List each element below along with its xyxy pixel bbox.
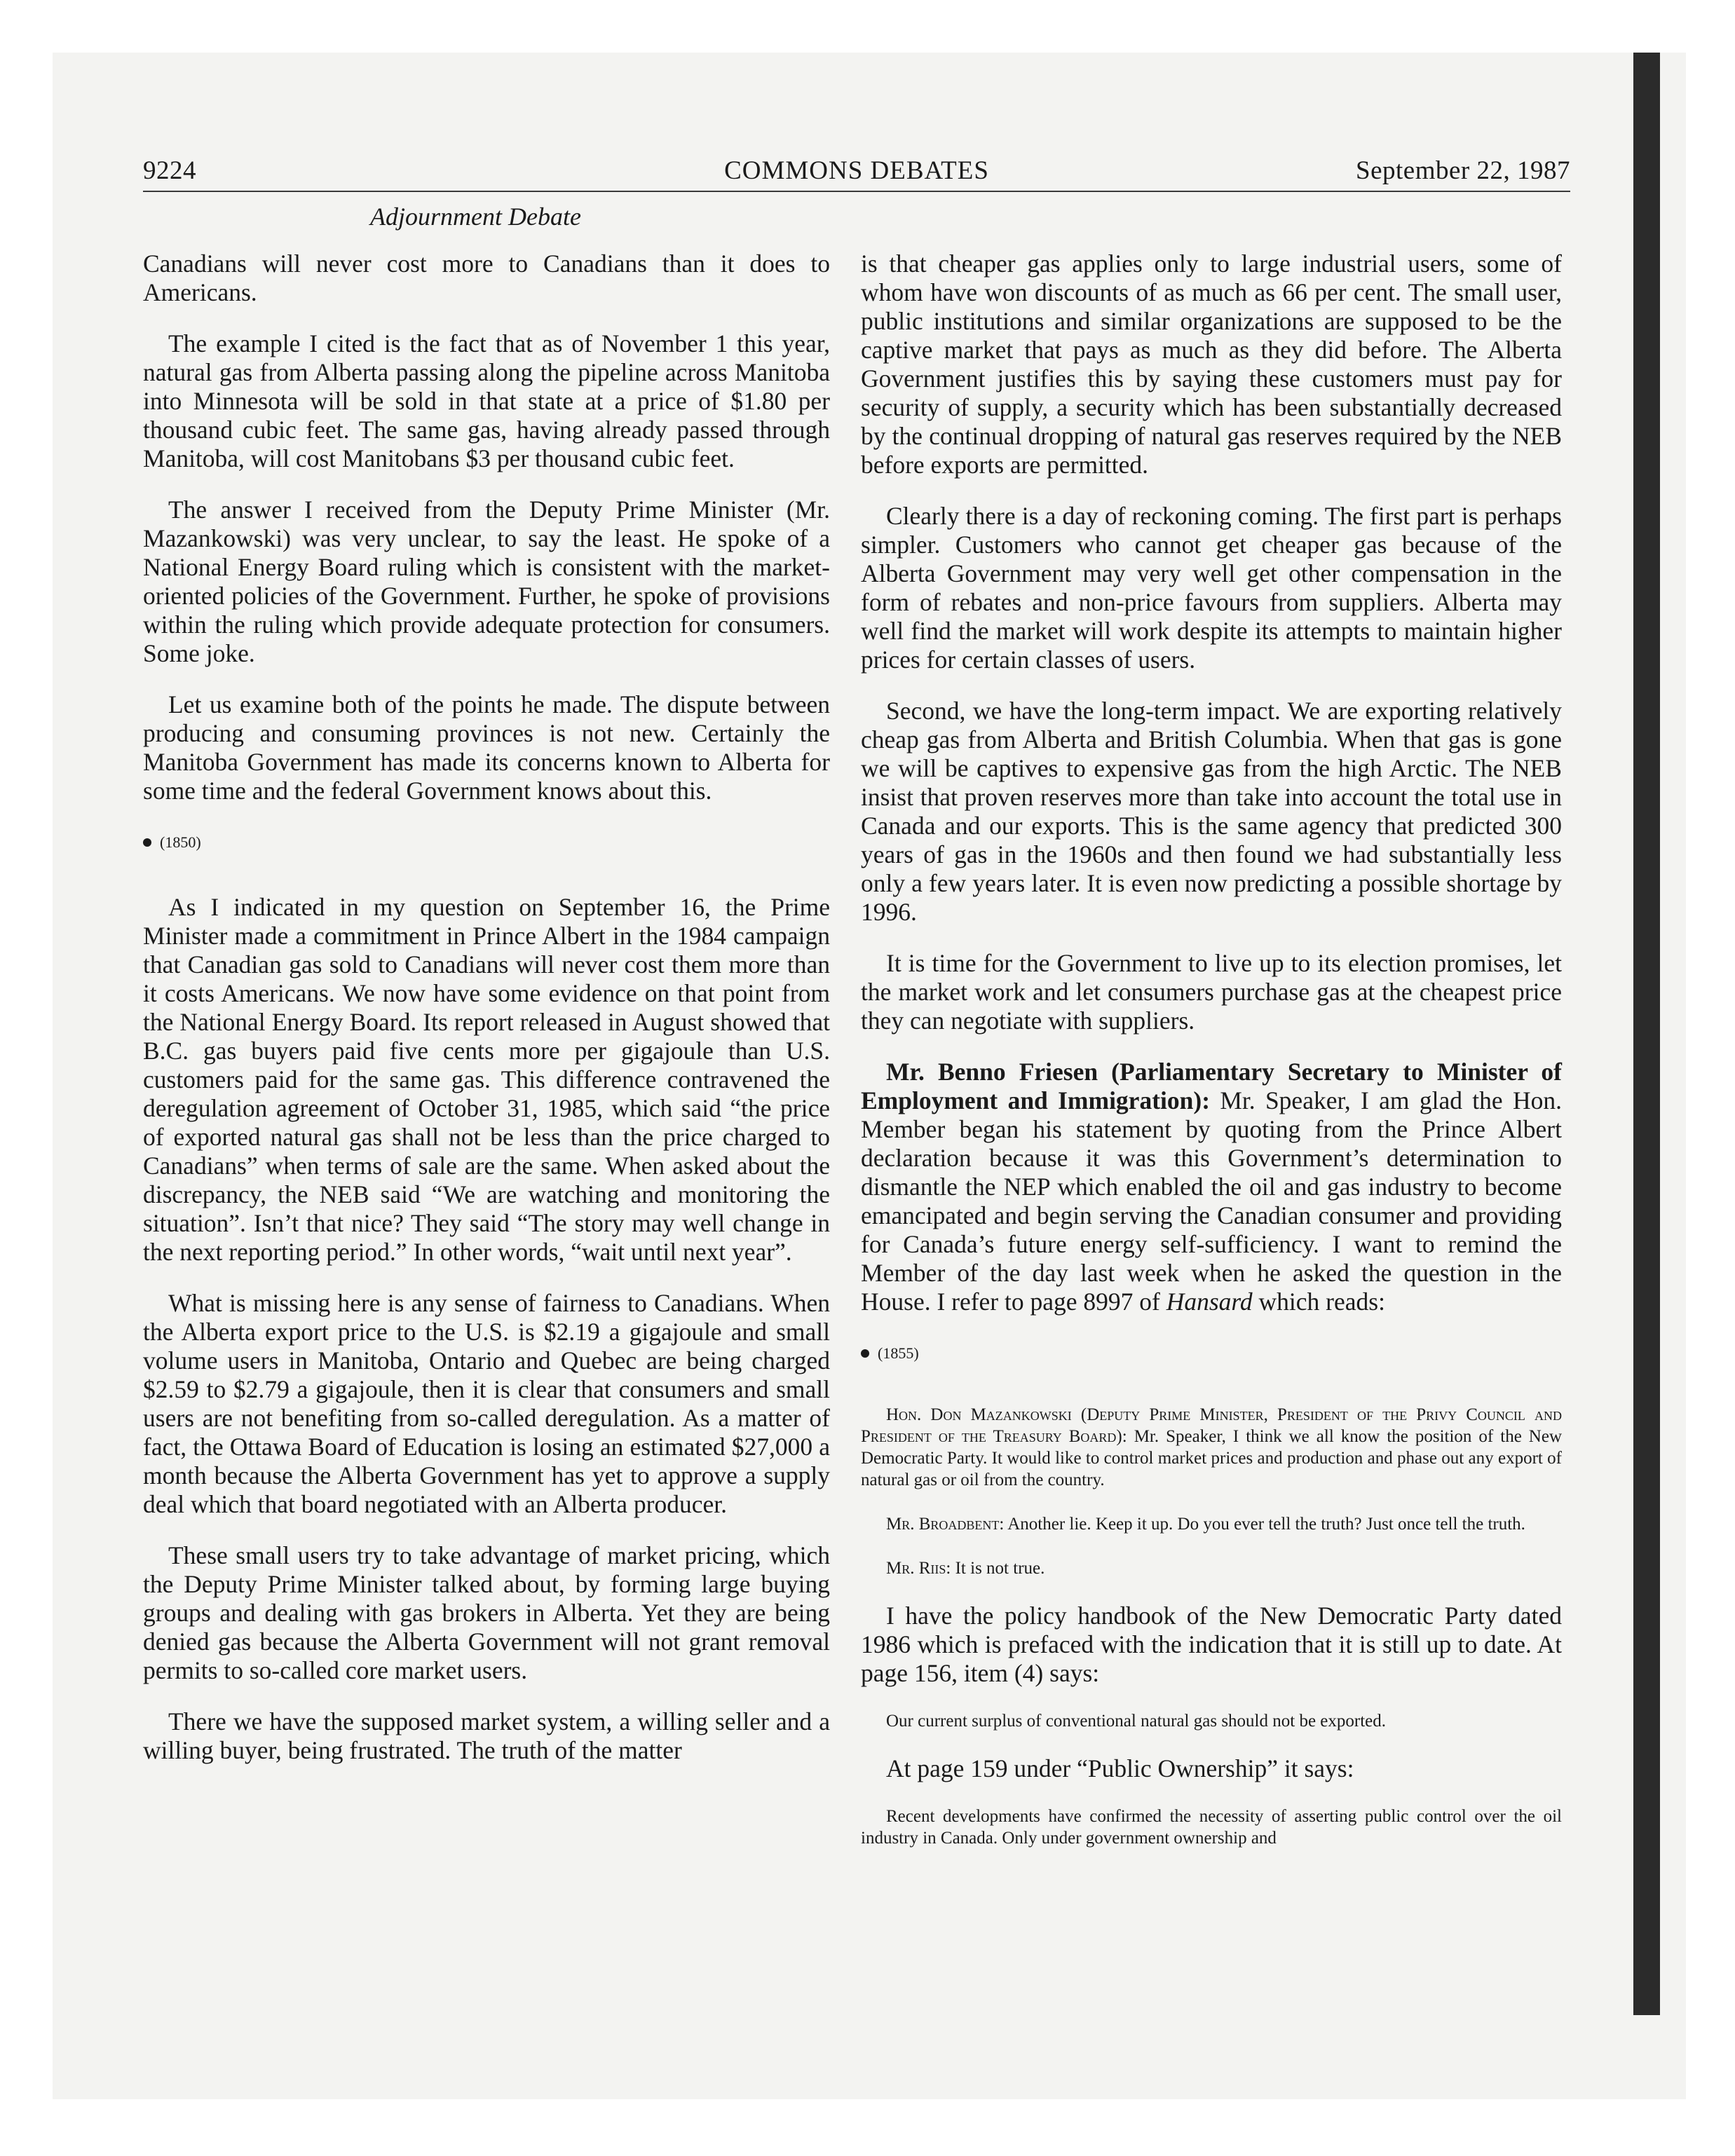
quoted-speech	[861, 1513, 1562, 1535]
paragraph: These small users try to take advantage of market pricing, which the Deputy Prime Minister talked about, by forming large buying groups and dealing with gas brokers in Alberta. Yet they are being denied gas because the Alberta Government will not grant removal permits to so-called core market users.	[143, 1541, 830, 1684]
bullet-icon	[861, 1349, 869, 1358]
page-edge-shadow	[1633, 53, 1660, 2015]
right-column	[861, 250, 1562, 1871]
paragraph: The example I cited is the fact that as of November 1 this year, natural gas from Alberta passing along the pipeline across Manitoba into Minnesota will be sold in that state at a price of $1.80 per thousand cubic feet. The same gas, having already passed through Manitoba, will cost Manitobans $3 per thousand cubic feet.	[143, 329, 830, 472]
speech-text: Mr. Speaker, I am glad the Hon. Member began his statement by quoting from the Prince Albert declaration because it was this Government’s determination to dismantle the NEP which enabled the oil and gas industry to become emancipated and begin serving the Canadian consumer and providing for Canada’s future energy self-sufficiency. I want to remind the Member of the day last week when he asked the question in the House. I refer to page 8997 of	[861, 1086, 1562, 1316]
quoted-text-block: Recent developments have confirmed the necessity of asserting public control over the oil industry in Canada. Only under government ownership and	[861, 1807, 1562, 1848]
time-marker-label: (1850)	[160, 833, 201, 851]
quoted-speech	[861, 1404, 1562, 1491]
page-number: 9224	[143, 156, 196, 185]
paragraph: Canadians will never cost more to Canadians than it does to Americans.	[143, 250, 830, 306]
time-marker-label: (1855)	[878, 1344, 919, 1362]
quoted-text-block: Our current surplus of conventional natural gas should not be exported.	[886, 1712, 1387, 1731]
quoted-speech	[861, 1557, 1562, 1579]
paragraph: It is time for the Government to live up to its election promises, let the market work and let consumers purchase gas at the cheapest price they can negotiate with suppliers.	[861, 949, 1562, 1035]
speech-text-end: which reads:	[1252, 1288, 1385, 1316]
header-rule	[143, 191, 1570, 192]
paragraph: What is missing here is any sense of fairness to Canadians. When the Alberta export price to the U.S. is $2.19 a gigajoule and small volume users in Manitoba, Ontario and Quebec are being charged $2.59 to $2.79 a gigajoule, then it is clear that consumers and small users are not benefiting from so-called deregulation. As a matter of fact, the Ottawa Board of Education is losing an estimated $27,000 a month because the Alberta Government has yet to approve a supply deal which that board negotiated with an Alberta producer.	[143, 1289, 830, 1518]
paragraph: There we have the supposed market system, a willing seller and a willing buyer, being frustrated. The truth of the matter	[143, 1707, 830, 1764]
time-marker	[861, 1339, 1562, 1367]
publication-date: September 22, 1987	[1356, 156, 1570, 185]
publication-reference: Hansard	[1166, 1288, 1253, 1316]
paragraph: At page 159 under “Public Ownership” it says:	[886, 1754, 1354, 1782]
bullet-icon	[143, 838, 151, 847]
page-header	[143, 156, 1570, 191]
quoted-text: It is not true.	[951, 1559, 1045, 1578]
paragraph: I have the policy handbook of the New Democratic Party dated 1986 which is prefaced with the indication that it is still up to date. At page 156, item (4) says:	[861, 1602, 1562, 1687]
paragraph: Second, we have the long-term impact. We are exporting relatively cheap gas from Alberta and British Columbia. When that gas is gone we will be captives to expensive gas from the high Arctic. The NEB insist that proven reserves more than take into account the total use in Canada and our exports. This is the same agency that predicted 300 years of gas in the 1960s and then found we had substantially less only a few years later. It is even now predicting a possible shortage by 1996.	[861, 697, 1562, 926]
quoted-text: Mr. Speaker, I think we all know the position of the New Democratic Party. It would like to control market prices and production and phase out any export of natural gas or oil from the country.	[861, 1427, 1563, 1489]
paragraph: Clearly there is a day of reckoning coming. The first part is perhaps simpler. Customers who cannot get cheaper gas because of the Alberta Government may very well get other compensation in the form of rebates and non-price favours from suppliers. Alberta may well find the market will work despite its attempts to maintain higher prices for certain classes of users.	[861, 502, 1562, 674]
paragraph: is that cheaper gas applies only to large industrial users, some of whom have won discounts of as much as 66 per cent. The small user, public institutions and similar organizations are supposed to be the captive market that pays as much as they did before. The Alberta Government justifies this by saying these customers must pay for security of supply, a security which has been substantially decreased by the continual dropping of natural gas reserves required by the NEB before exports are permitted.	[861, 250, 1562, 479]
speech-paragraph	[861, 1058, 1562, 1316]
time-marker	[143, 828, 830, 857]
quoted-speaker: Hon. Don Mazankowski (Deputy Prime Minister, President of the Privy Council and President of the Treasury Board):	[861, 1405, 1562, 1446]
quoted-speaker: Mr. Broadbent:	[886, 1515, 1005, 1534]
left-column	[143, 250, 830, 1787]
paragraph: Let us examine both of the points he made. The dispute between producing and consuming provinces is not new. Certainly the Manitoba Government has made its concerns known to Alberta for some time and the federal Government knows about this.	[143, 690, 830, 805]
paragraph: As I indicated in my question on September 16, the Prime Minister made a commitment in Prince Albert in the 1984 campaign that Canadian gas sold to Canadians will never cost them more than it costs Americans. We now have some evidence on that point from the National Energy Board. Its report released in August showed that B.C. gas buyers paid five cents more per gigajoule than U.S. customers paid for the same gas. This difference contravened the deregulation agreement of October 31, 1985, which said “the price of exported natural gas shall not be less than the price charged to Canadians” when terms of sale are the same. When asked about the discrepancy, the NEB said “We are watching and monitoring the situation”. Isn’t that nice? They said “The story may well change in the next reporting period.” In other words, “wait until next year”.	[143, 893, 830, 1266]
paragraph: The answer I received from the Deputy Prime Minister (Mr. Mazankowski) was very unclear, to say the least. He spoke of a National Energy Board ruling which is consistent with the market-oriented policies of the Government. Further, he spoke of provisions within the ruling which provide adequate protection for consumers. Some joke.	[143, 496, 830, 667]
quoted-speaker: Mr. Riis:	[886, 1559, 951, 1578]
speaker-name: Mr. Benno Friesen (Parliamentary Secretary to Minister of Employment and Immigration):	[861, 1058, 1562, 1114]
section-title: Adjournment Debate	[370, 203, 581, 231]
publication-title: COMMONS DEBATES	[724, 156, 989, 185]
quoted-text: Another lie. Keep it up. Do you ever tell the truth? Just once tell the truth.	[1004, 1515, 1525, 1534]
